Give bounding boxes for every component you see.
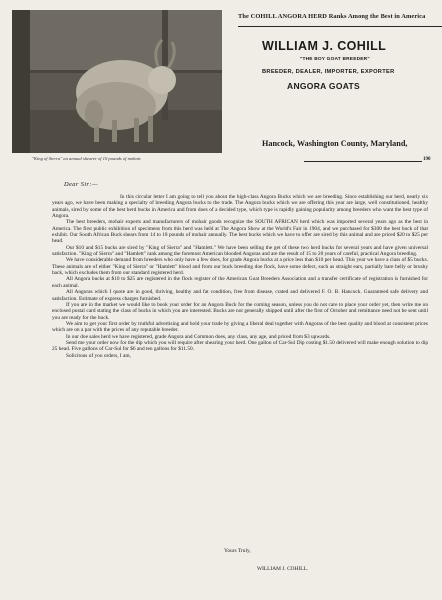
herd-tagline: The COHILL ANGORA HERD Ranks Among the Best in America xyxy=(238,13,426,20)
letter-closing: Yours Truly, xyxy=(224,548,251,554)
breeder-location: Hancock, Washington County, Maryland, xyxy=(262,139,408,148)
date-blank-line xyxy=(304,161,422,162)
letter-paragraph: If you are in the market we would like to book your order for an Angora Buck for the coming season, unless you do not care to place your order yet, then write me on enclosed postal card stating the class of bucks in which you are interested. Bucks are not generally shipped until after the first of October and remittance need not be sent until you are ready for the buck. xyxy=(52,301,428,321)
letter-paragraph: Send me your order now for the dip which you will require after shearing your herd. One gallon of Car-Sul Dip costing $1.50 delivered will make enough solution to dip 25 head. Five gallons of Car-Sul for $6 and ten gallons for $11.50. xyxy=(52,339,428,353)
breeder-nickname: "THE BOY GOAT BREEDER" xyxy=(300,57,370,62)
letter-salutation: Dear Sir:— xyxy=(64,181,98,188)
goat-photo-image xyxy=(12,10,222,153)
letter-paragraph: We aim to get your first order by truthful advertising and hold your trade by giving a liberal deal together with Angoras of the best quality and blood at consistent prices which are on a par with the prices of any reputable breeder. xyxy=(52,320,428,334)
business-name: ANGORA GOATS xyxy=(287,81,361,91)
letter-paragraph: Our $10 and $15 bucks are sired by "King of Sierra" and "Hamlett." We have been selling the get of these two herd bucks for several years and have given universal satisfaction. "King of Sierra" and "Hamlett" rank among the foremost American blooded Angoras and are the result of 15 to 20 years of careful, practical Angora breeding. xyxy=(52,244,428,258)
breeder-name: WILLIAM J. COHILL xyxy=(262,39,387,53)
letter-paragraph: All Angora bucks at $10 to $25 are registered in the flock register of the American Goat Breeders Association and a transfer certificate of registration is furnished for each animal. xyxy=(52,276,428,289)
letter-paragraph: Solicitous of you orders, I am, xyxy=(66,352,131,359)
date-year: 190 xyxy=(423,157,431,162)
breeder-roles: BREEDER, DEALER, IMPORTER, EXPORTER xyxy=(262,69,395,75)
letter-paragraph: The best breeders, mohair experts and manufacturers of mohair goods recognize the SOUTH AFRICAN herd which was imported several years ago as the best in America. The first public exhibition of specimens from this herd was held at The Angora Show at the World's Fair in 1904, and we purchased for $300 the best buck of that exhibit. Our South African Buck shears from 14 to 18 pounds of mohair annually. The best bucks which we have to offer are sired by this animal and are priced $20 to $25 per head. xyxy=(52,219,428,245)
letter-body xyxy=(52,194,428,359)
goat-photo xyxy=(12,10,222,153)
letter-paragraph: In this circular letter I am going to tell you about the high-class Angora Bucks which we are breeding. Since establishing our herd, nearly six years ago, we have been making a specialty of breeding Angora bucks to the trade. The Angora bucks which we are offering this year are large, well constitutioned, healthy animals, sired by some of the best herd bucks in America and from does of a decided type, which type is rapidly gaining popularity among breeders who want the best type of Angora. xyxy=(52,194,428,220)
header-rule xyxy=(238,26,442,27)
letter-signature: WILLIAM J. COHILL. xyxy=(257,566,309,572)
photo-caption: "King of Sierra" an annual shearer of 10 pounds of mohair. xyxy=(32,156,142,161)
letter-paragraph: All Angoras which I quote are in good, thriving, healthy and fat condition, free from disease, crated and delivered F. O. B. Hancock. Guaranteed safe delivery and satisfaction. Estimate of express charges furnished. xyxy=(52,289,428,302)
letter-paragraph: In our doe sales herd we have registered, grade Angora and Common does, any class, any age, and priced from $3 upwards. xyxy=(66,333,331,340)
letter-paragraph: We have considerable demand from breeders who only have a few does, for grade Angora bucks at a price less than $10 per head. This year we have a class of $5 bucks. These animals are of either "King of Sierra" or "Hamlett" blood and from our buck breeding doe flock, have some defect, such as straight ears, partially bare belly or brushy back, which excludes them from our standard registered herd. xyxy=(52,257,428,277)
